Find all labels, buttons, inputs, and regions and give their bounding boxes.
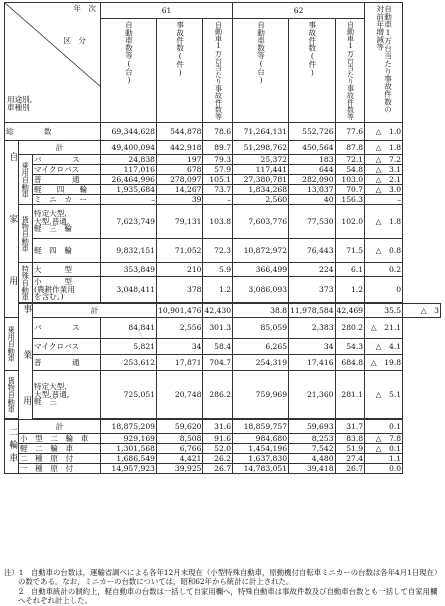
cell: 10,901,476	[157, 304, 203, 318]
cell: 644	[289, 165, 335, 175]
cell: 21,360	[289, 371, 335, 419]
row-label: ミ ニ カ ー	[33, 195, 101, 205]
cell: 78.6	[203, 123, 233, 141]
table-row	[5, 185, 441, 195]
cell: 105.1	[203, 175, 233, 185]
footnotes	[4, 568, 441, 605]
table-row	[5, 444, 441, 454]
cell: 197	[157, 155, 203, 165]
cell: 71,264,131	[233, 123, 289, 141]
cell: 59,693	[289, 420, 335, 434]
table-row-total	[5, 123, 441, 141]
cell: △ 0.8	[365, 239, 403, 263]
cell: 117,016	[101, 165, 157, 175]
cell: 0.0	[365, 464, 403, 474]
table-row-moto-total	[5, 420, 441, 434]
group-label: 乗用自動車	[19, 155, 33, 205]
table-row	[5, 263, 441, 277]
row-label: 大 型	[33, 263, 101, 277]
cell: 34	[157, 339, 203, 355]
cell: 71.5	[335, 239, 365, 263]
cell: 156.3	[335, 195, 365, 205]
row-label: 小 型 二 輪 車	[19, 434, 101, 444]
cell: 71,052	[157, 239, 203, 263]
row-label: 軽 二 輪 車	[19, 444, 101, 454]
cell: 39	[157, 195, 203, 205]
cell: 10,872,972	[233, 239, 289, 263]
row-label: 二 種 原 付	[19, 454, 101, 464]
cell: △ 4.1	[365, 339, 403, 355]
cell: 35.5	[365, 304, 403, 318]
rate-61-header: 自動車1万台当たり事故件数等	[203, 19, 233, 123]
cell: 725,051	[101, 371, 157, 419]
table-row	[5, 464, 441, 474]
cell: 1,454,196	[233, 444, 289, 454]
cell: 51.9	[335, 444, 365, 454]
cell: 40	[289, 195, 335, 205]
cell: 87.8	[335, 141, 365, 155]
cell: △ 2.1	[365, 175, 403, 185]
cell: 373	[289, 277, 335, 303]
category-label: 区 分	[63, 36, 86, 45]
cell: 8,508	[157, 434, 203, 444]
footnote-2: 2 自動車統計の制約上，軽自動車の台数は一括して自家用欄へ，特殊自動車は事故件数及び自動車台数とも一括して自家用欄へそれぞれ計上した。	[4, 586, 438, 605]
table-row	[5, 318, 441, 339]
cell: 1,834,268	[233, 185, 289, 195]
accident-statistics-table	[4, 2, 441, 474]
cell: 26.7	[203, 464, 233, 474]
table-row	[5, 175, 441, 185]
cell: 378	[157, 277, 203, 303]
cell: 1,301,568	[101, 444, 157, 454]
cell: 52.0	[203, 444, 233, 454]
cell: 91.6	[203, 434, 233, 444]
row-label: 計	[19, 141, 101, 155]
cell: 0.2	[365, 263, 403, 277]
cell: 13,037	[289, 185, 335, 195]
cell: 26.7	[335, 464, 365, 474]
cell: 254,319	[233, 355, 289, 371]
cell: 103.0	[335, 175, 365, 185]
change-header: 自動車1万台当たり事故件数の対前年増減等	[365, 3, 403, 123]
header-corner	[5, 3, 101, 123]
cell: 73.7	[203, 185, 233, 195]
table-row-business-total	[5, 304, 441, 318]
row-label: 用途別, 車種別	[7, 95, 33, 113]
cell: 442,918	[157, 141, 203, 155]
diagonal-line	[5, 3, 101, 87]
cell: 282,090	[289, 175, 335, 185]
cell: 42,469	[335, 304, 365, 318]
cell: 183	[289, 155, 335, 165]
cell: 34	[289, 339, 335, 355]
cell: 224	[289, 263, 335, 277]
cell: –	[101, 195, 157, 205]
table-row	[5, 239, 441, 263]
cell: △ 1.8	[365, 141, 403, 155]
cell: 57.9	[203, 165, 233, 175]
row-label: マイクロバス	[33, 165, 101, 175]
table-row	[5, 454, 441, 464]
cell: 72.3	[203, 239, 233, 263]
cell: 14,267	[157, 185, 203, 195]
cell: 39,925	[157, 464, 203, 474]
cell: 14,783,051	[233, 464, 289, 474]
business-side-label: 事 業 用	[19, 304, 33, 420]
cell: 26,464,996	[101, 175, 157, 185]
cell: 77,530	[289, 205, 335, 239]
cell: 253,612	[101, 355, 157, 371]
year-label: 年 次	[73, 4, 96, 13]
footnote-1: 注）1 自動車の台数は，運輸省調べによる各年12月末現在（小型特殊自動車，原動機付自転車ミニカーの台数は各年4月1日現在）の数である。なお，ミニカーの台数については，昭和62年から統計に計上された。	[4, 568, 438, 587]
table-row	[5, 371, 441, 419]
row-label: 特定大型, 大型,普通, 軽 三	[33, 371, 101, 419]
cell: 14,957,923	[101, 464, 157, 474]
table-row	[5, 355, 441, 371]
cell: 51,298,762	[233, 141, 289, 155]
year-61-header: 61	[101, 3, 233, 19]
row-label: 軽 四 輪	[33, 185, 101, 195]
cell: 31.7	[335, 420, 365, 434]
cell: 85,059	[233, 318, 289, 339]
cell: 2,383	[289, 318, 335, 339]
cell: 70.7	[335, 185, 365, 195]
cell: △ 1.8	[365, 205, 403, 239]
cell: 1,686,549	[101, 454, 157, 464]
rate-62-header: 自動車1万台当たり事故件数等	[335, 19, 365, 123]
cell: 3,048,411	[101, 277, 157, 303]
cell: 6,766	[157, 444, 203, 454]
cell: 54.8	[335, 165, 365, 175]
cell: 76,443	[289, 239, 335, 263]
cell: △ 3	[403, 304, 441, 318]
row-label: バ ス	[33, 318, 101, 339]
cell: 24,838	[101, 155, 157, 165]
row-label: マイクロバス	[33, 339, 101, 355]
cell: 1.2	[203, 277, 233, 303]
row-label: 小 型 (農耕作業用 を含む。)	[33, 277, 101, 303]
cell: 278,097	[157, 175, 203, 185]
cell: 286.2	[203, 371, 233, 419]
cell: △ 3.0	[365, 185, 403, 195]
cell: 704.7	[203, 355, 233, 371]
cell: 7,542	[289, 444, 335, 454]
cell: 4,480	[289, 454, 335, 464]
cell: 49,400,094	[101, 141, 157, 155]
table-row	[5, 434, 441, 444]
cell: 450,564	[289, 141, 335, 155]
cell: 26.2	[203, 454, 233, 464]
row-label: バ ス	[33, 155, 101, 165]
cell: –	[365, 195, 403, 205]
private-side-label: 自 家 用	[5, 141, 19, 318]
cell: 7,623,749	[101, 205, 157, 239]
cell: 42,430	[203, 304, 233, 318]
row-label: 計	[19, 420, 101, 434]
cell: 2,556	[157, 318, 203, 339]
cell: 17,871	[157, 355, 203, 371]
table-row	[5, 165, 441, 175]
row-label: 一 種 原 付	[19, 464, 101, 474]
cell: 17,416	[289, 355, 335, 371]
group-label: 貨物自動車	[5, 371, 19, 419]
cell: △ 3.1	[365, 165, 403, 175]
cell: 0.1	[365, 420, 403, 434]
group-label: 乗用自動車	[5, 318, 19, 371]
cell: 281.1	[335, 371, 365, 419]
cell: 1,637,830	[233, 454, 289, 464]
cell: △ 5.1	[365, 371, 403, 419]
cell: 929,169	[101, 434, 157, 444]
cell: 552,726	[289, 123, 335, 141]
table-row	[5, 205, 441, 239]
year-62-header: 62	[233, 3, 365, 19]
cell: 0	[365, 277, 403, 303]
cell: 11,978,584	[289, 304, 335, 318]
cell: 301.3	[203, 318, 233, 339]
table-row	[5, 277, 441, 303]
cell: 18,859,757	[233, 420, 289, 434]
cell: 1.2	[335, 277, 365, 303]
row-label: 特定大型, 大型,普通, 軽 三 輪	[33, 205, 101, 239]
cell: 89.7	[203, 141, 233, 155]
row-label: 普 通	[33, 175, 101, 185]
accidents-62-header: 事故件数(件)	[289, 19, 335, 123]
cell: 83.8	[335, 434, 365, 444]
cell: 54.3	[335, 339, 365, 355]
cell: 5,821	[101, 339, 157, 355]
cell: △ 7.2	[365, 155, 403, 165]
cell: 20,748	[157, 371, 203, 419]
table-row	[5, 195, 441, 205]
cell: 9,832,151	[101, 239, 157, 263]
vehicles-61-header: 自動車数等(台)	[101, 19, 157, 123]
cell: 72.1	[335, 155, 365, 165]
cell: △ 21.1	[365, 318, 403, 339]
cell: 4,421	[157, 454, 203, 464]
cell: 3,086,093	[233, 277, 289, 303]
cell: 18,875,209	[101, 420, 157, 434]
cell: 102.0	[335, 205, 365, 239]
cell: 1.1	[365, 454, 403, 464]
row-label: 軽 四 輪	[33, 239, 101, 263]
table-row	[5, 339, 441, 355]
row-label: 計	[33, 304, 157, 318]
cell: 84,841	[101, 318, 157, 339]
cell: 210	[157, 263, 203, 277]
cell: 2,560	[233, 195, 289, 205]
cell: –	[203, 195, 233, 205]
cell: △ 1.0	[365, 123, 403, 141]
cell: 117,441	[233, 165, 289, 175]
cell: 103.8	[203, 205, 233, 239]
cell: 69,344,628	[101, 123, 157, 141]
cell: 39,418	[289, 464, 335, 474]
cell: 684.8	[335, 355, 365, 371]
group-label: 貨物自動車	[19, 205, 33, 263]
cell: 353,849	[101, 263, 157, 277]
cell: 8,253	[289, 434, 335, 444]
cell: 59,620	[157, 420, 203, 434]
cell: 678	[157, 165, 203, 175]
cell: 984,680	[233, 434, 289, 444]
cell: 31.6	[203, 420, 233, 434]
cell: △ 0.1	[365, 444, 403, 454]
table-row-private-total	[5, 141, 441, 155]
cell: 27.4	[335, 454, 365, 464]
row-label: 普 通	[33, 355, 101, 371]
cell: 77.6	[335, 123, 365, 141]
accidents-61-header: 事故件数(件)	[157, 19, 203, 123]
cell: 6,265	[233, 339, 289, 355]
cell: 7,603,776	[233, 205, 289, 239]
row-label: 総 数	[5, 123, 101, 141]
cell: 58.4	[203, 339, 233, 355]
vehicles-62-header: 自動車数等(台)	[233, 19, 289, 123]
cell: 759,969	[233, 371, 289, 419]
cell: 38.8	[233, 304, 289, 318]
table-row	[5, 155, 441, 165]
cell: 6.1	[335, 263, 365, 277]
cell: 544,878	[157, 123, 203, 141]
motorcycle-side-label: 二輪車	[5, 420, 19, 474]
cell: 79.3	[203, 155, 233, 165]
cell: 1,935,684	[101, 185, 157, 195]
cell: 366,499	[233, 263, 289, 277]
cell: 25,372	[233, 155, 289, 165]
cell: △ 19.8	[365, 355, 403, 371]
cell: 5.9	[203, 263, 233, 277]
cell: 280.2	[335, 318, 365, 339]
cell: 27,380,781	[233, 175, 289, 185]
group-label: 特殊自動車	[19, 263, 33, 303]
cell: 79,131	[157, 205, 203, 239]
cell: △ 7.8	[365, 434, 403, 444]
